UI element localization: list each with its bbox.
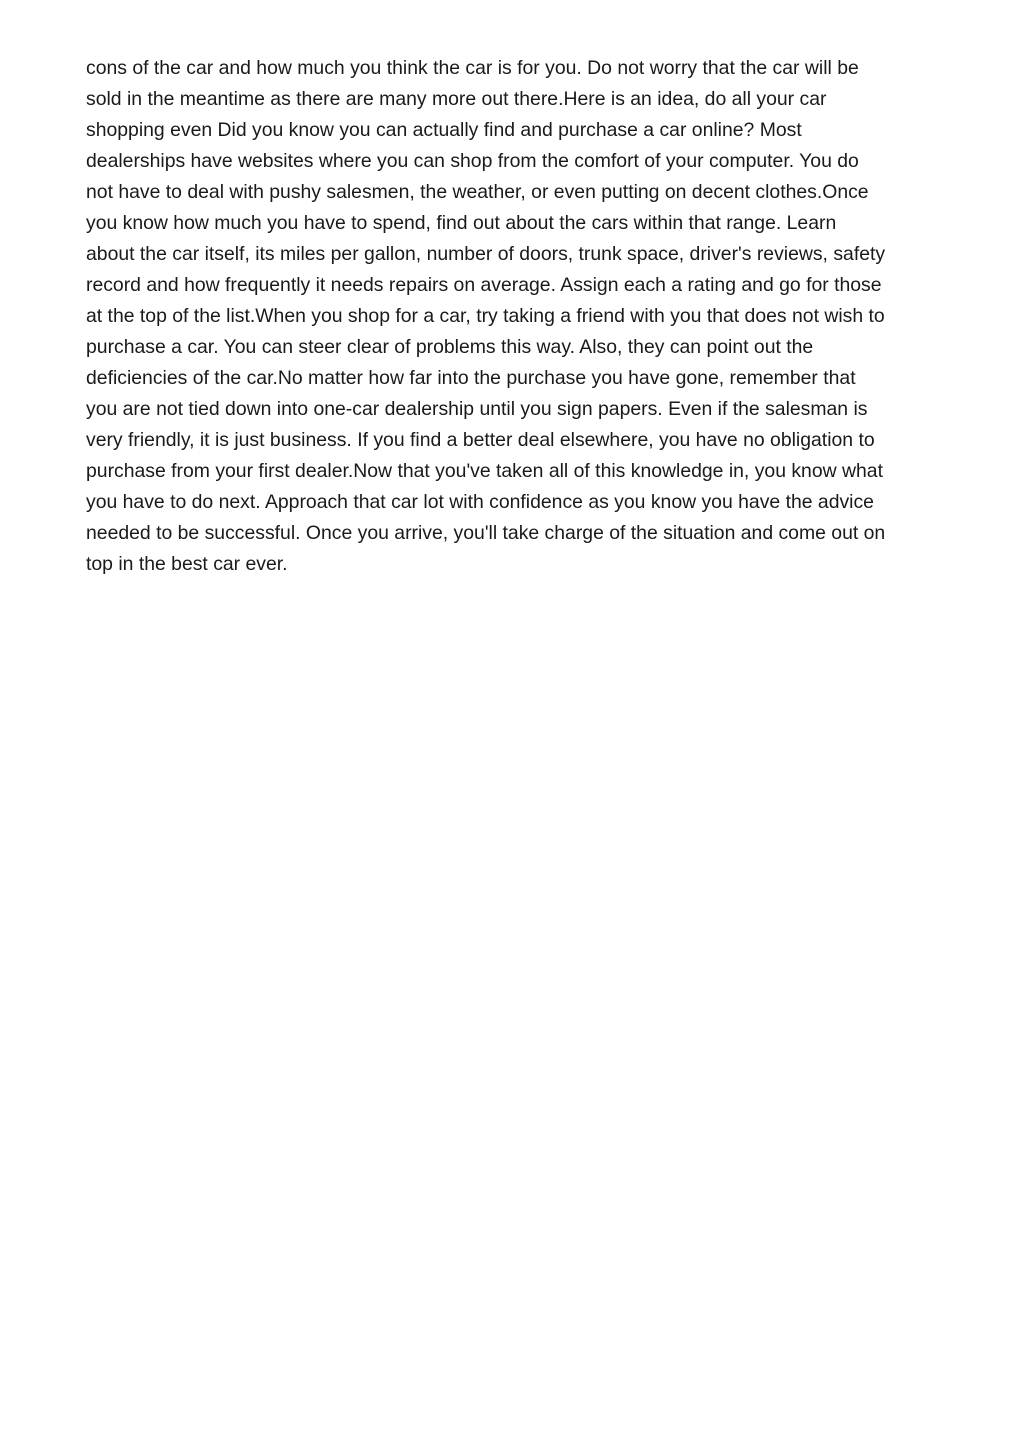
paragraph-line: at the top of the list.When you shop for a car, try taking a friend with you that does not wish to	[86, 305, 885, 327]
paragraph-line: dealerships have websites where you can shop from the comfort of your computer. You do	[86, 150, 859, 172]
paragraph-line: you have to do next. Approach that car lot with confidence as you know you have the advice	[86, 491, 874, 513]
paragraph-line: you are not tied down into one-car dealership until you sign papers. Even if the salesman is	[86, 398, 868, 420]
paragraph-line: cons of the car and how much you think the car is for you. Do not worry that the car will be	[86, 57, 859, 79]
paragraph-line: deficiencies of the car.No matter how far into the purchase you have gone, remember that	[86, 367, 856, 389]
paragraph-line: purchase from your first dealer.Now that you've taken all of this knowledge in, you know what	[86, 460, 883, 482]
paragraph-line: not have to deal with pushy salesmen, the weather, or even putting on decent clothes.Once	[86, 181, 869, 203]
paragraph-line: shopping even Did you know you can actually find and purchase a car online? Most	[86, 119, 802, 141]
paragraph-line: top in the best car ever.	[86, 553, 288, 575]
paragraph-line: needed to be successful. Once you arrive, you'll take charge of the situation and come out on	[86, 522, 886, 544]
paragraph-line: about the car itself, its miles per gallon, number of doors, trunk space, driver's reviews, safety	[86, 243, 886, 265]
body-paragraph	[86, 53, 956, 580]
paragraph-line: sold in the meantime as there are many more out there.Here is an idea, do all your car	[86, 88, 827, 110]
paragraph-line: you know how much you have to spend, find out about the cars within that range. Learn	[86, 212, 837, 234]
paragraph-line: purchase a car. You can steer clear of problems this way. Also, they can point out the	[86, 336, 814, 358]
paragraph-line: very friendly, it is just business. If you find a better deal elsewhere, you have no obligation to	[86, 429, 875, 451]
paragraph-line: record and how frequently it needs repairs on average. Assign each a rating and go for those	[86, 274, 882, 296]
